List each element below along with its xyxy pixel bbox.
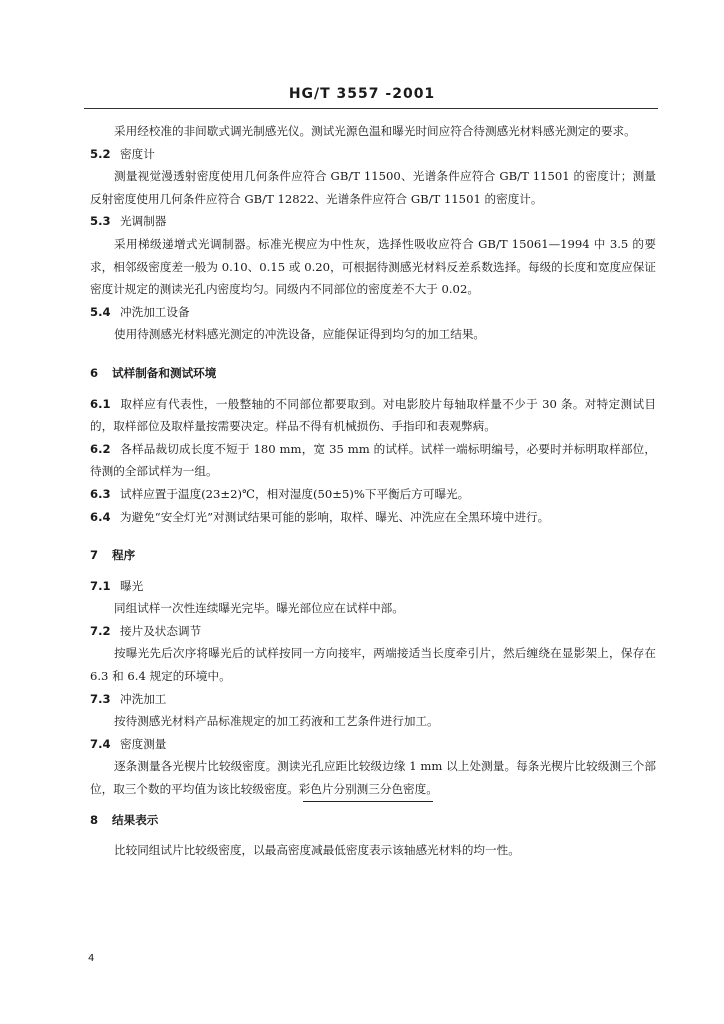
section-7-3-heading: [90, 688, 656, 711]
clause-text: 试样应置于温度(23±2)℃，相对湿度(50±5)%下平衡后方可曝光。: [120, 486, 470, 501]
section-title: 冲洗加工设备: [120, 304, 190, 319]
section-title: 冲洗加工: [120, 691, 167, 706]
clause-number: 6.4: [90, 509, 111, 524]
page-number: 4: [88, 953, 95, 964]
section-title: 曝光: [120, 578, 144, 593]
clause-text: 各样品裁切成长度不短于 180 mm，宽 35 mm 的试样。试样一端标明编号，必要时并标明取样部位，待测的全部试样为一组。: [90, 441, 656, 479]
section-title: 程序: [112, 548, 136, 563]
clause-6-1: [90, 393, 656, 438]
section-title: 光调制器: [120, 214, 167, 229]
section-title: 接片及状态调节: [120, 623, 202, 638]
section-number: 7.2: [90, 623, 111, 638]
section-number: 5.3: [90, 214, 111, 229]
section-6-heading: [90, 362, 656, 385]
section-7-4-heading: [90, 733, 656, 756]
section-5-3-text: 采用梯级递增式光调制器。标准光楔应为中性灰，选择性吸收应符合 GB/T 15061—1994 中 3.5 的要求，相邻级密度差一般为 0.10、0.15 或 0.20，可根据待测感光材料反差系数选择。每级的长度和宽度应保证密度计规定的测读光孔内密度均匀。同级内不同部位的密度差不大于 0.02。: [90, 236, 656, 297]
section-7-heading: [90, 544, 656, 567]
section-number: 7: [90, 548, 99, 563]
section-5-4-heading: [90, 301, 656, 324]
clause-number: 6.3: [90, 486, 111, 501]
section-7-3-text: 按待测感光材料产品标准规定的加工药液和工艺条件进行加工。: [114, 714, 439, 729]
clause-text: 取样应有代表性，一般整轴的不同部位都要取到。对电影胶片每轴取样量不少于 30 条。对特定测试目的，取样部位及取样量按需要决定。样品不得有机械损伤、手指印和表观弊病。: [90, 396, 656, 434]
section-title: 结果表示: [112, 812, 159, 827]
section-number: 6: [90, 365, 99, 380]
section-number: 7.3: [90, 691, 111, 706]
section-title: 试样制备和测试环境: [112, 365, 217, 380]
section-title: 密度计: [120, 146, 155, 161]
section-title: 密度测量: [120, 736, 167, 751]
section-7-1-heading: [90, 575, 656, 598]
clause-6-2: [90, 438, 656, 483]
section-8-text: 比较同组试片比较级密度，以最高密度减最低密度表示该轴感光材料的均一性。: [114, 843, 520, 858]
clause-number: 6.1: [90, 396, 111, 411]
section-7-2-text: 按曝光先后次序将曝光后的试样按同一方向接牢，两端接适当长度牵引片，然后缠绕在显影架上，保存在 6.3 和 6.4 规定的环境中。: [90, 646, 656, 684]
standard-code-header: HG/T 3557 -2001: [288, 86, 436, 102]
header-divider: [84, 108, 658, 109]
section-5-4-text: 使用待测感光材料感光测定的冲洗设备，应能保证得到均匀的加工结果。: [114, 327, 486, 342]
section-7-4-text: 逐条测量各光楔片比较级密度。测读光孔应距比较级边缘 1 mm 以上处测量。每条光楔片比较级测三个部位，取三个数的平均值为该比较级密度。彩色片分别测三分色密度。: [90, 759, 656, 797]
section-7-2-heading: [90, 620, 656, 643]
section-7-1-text: 同组试样一次性连续曝光完毕。曝光部位应在试样中部。: [114, 601, 404, 616]
section-number: 5.4: [90, 304, 111, 319]
section-number: 7.4: [90, 736, 111, 751]
end-of-standard-rule: [303, 801, 433, 802]
section-number: 5.2: [90, 146, 111, 161]
section-5-2-heading: [90, 143, 656, 166]
clause-6-3: [90, 483, 656, 506]
section-5-2-text: 测量视觉漫透射密度使用几何条件应符合 GB/T 11500、光谱条件应符合 GB/T 11501 的密度计；测量反射密度使用几何条件应符合 GB/T 12822、光谱条件应符合 GB/T 11501 的密度计。: [90, 169, 656, 206]
section-5-3-heading: [90, 210, 656, 233]
clause-6-4: [90, 506, 656, 529]
section-number: 7.1: [90, 578, 111, 593]
document-body: [90, 120, 656, 862]
section-8-heading: [90, 809, 656, 832]
clause-text: 为避免“安全灯光”对测试结果可能的影响，取样、曝光、冲洗应在全黑环境中进行。: [120, 509, 550, 524]
clause-number: 6.2: [90, 441, 111, 456]
section-number: 8: [90, 812, 99, 827]
intro-paragraph: 采用经校准的非间歇式调光制感光仪。测试光源色温和曝光时间应符合待测感光材料感光测定的要求。: [114, 124, 636, 138]
